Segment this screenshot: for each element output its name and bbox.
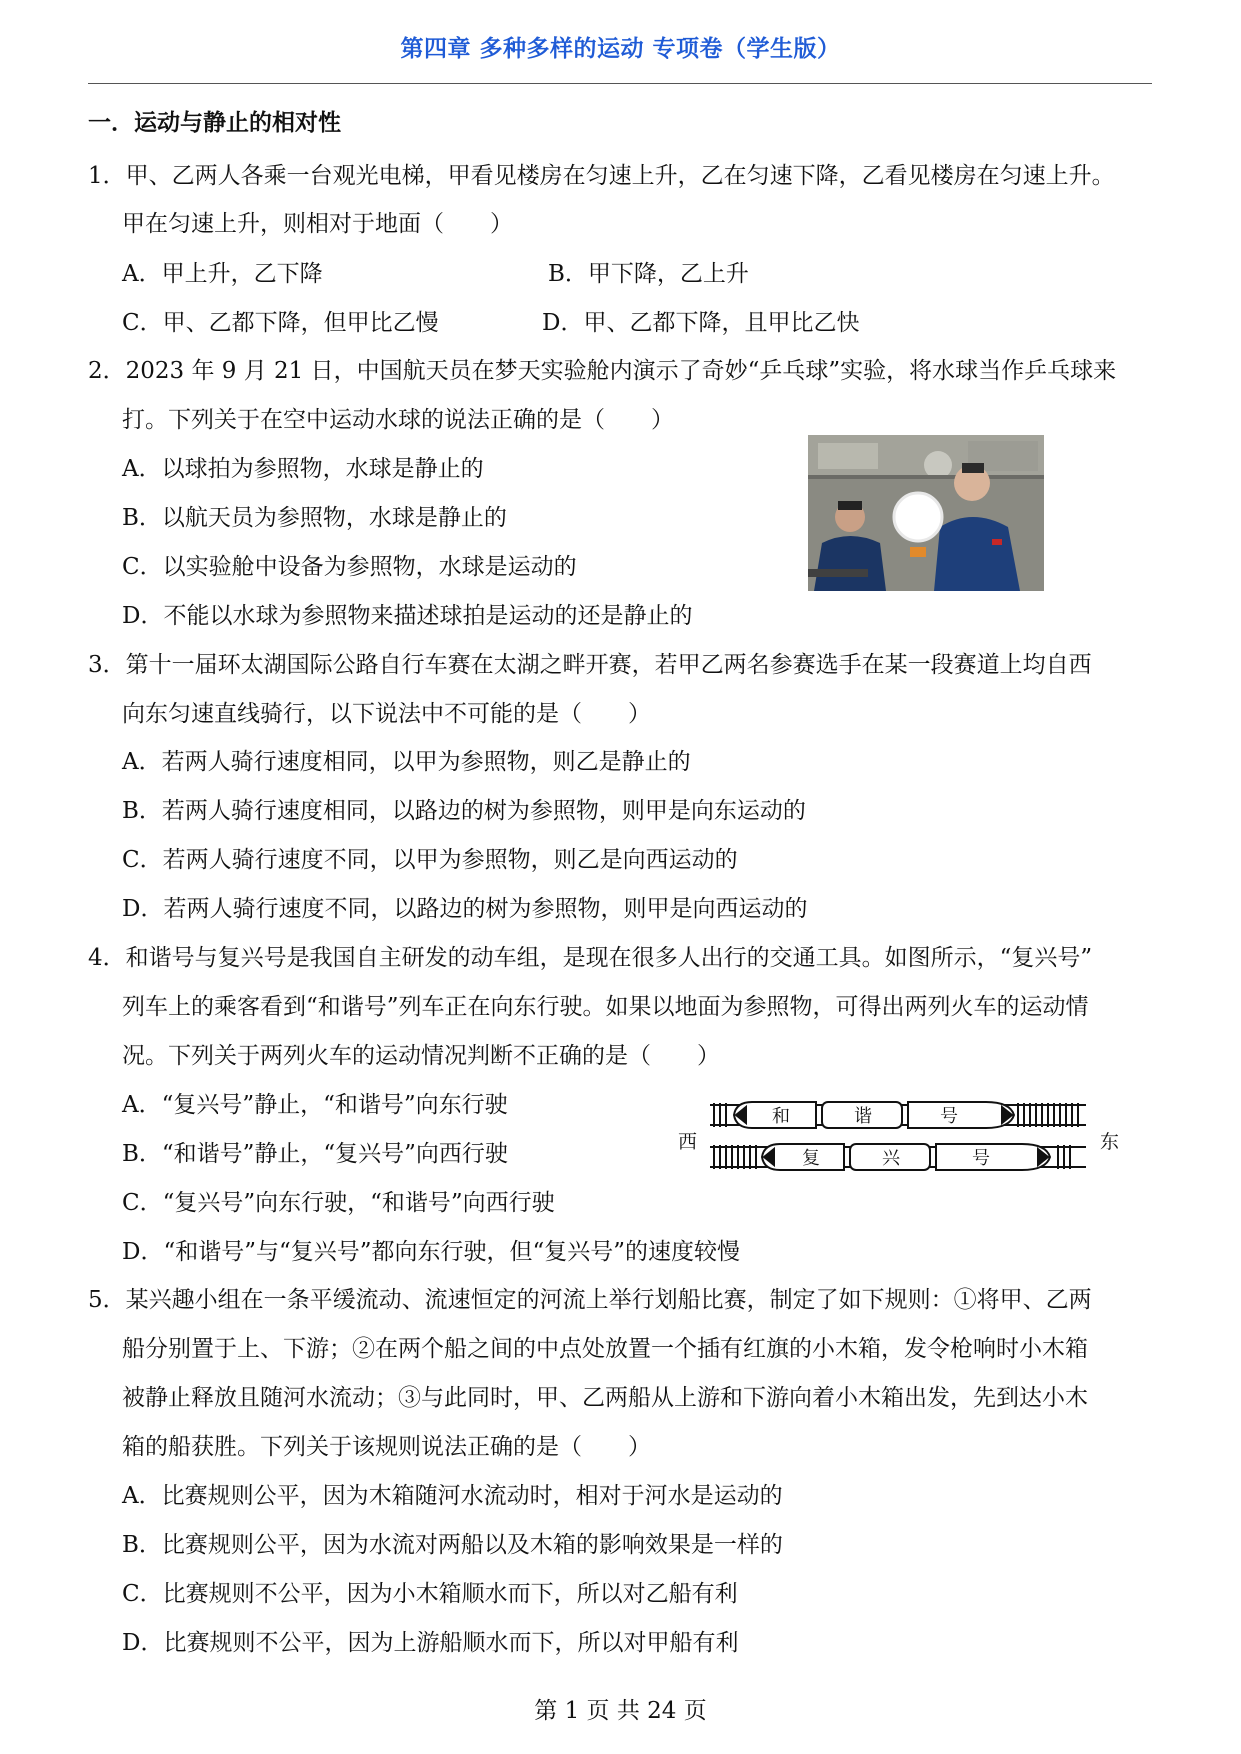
- q4-option-a: A．“复兴号”静止，“和谐号”向东行驶: [122, 1092, 508, 1118]
- q1-option-b: B．甲下降，乙上升: [548, 261, 749, 287]
- header-divider: [88, 83, 1152, 84]
- fuxing-car-1: 复: [802, 1148, 820, 1169]
- page-footer: 第 1 页 共 24 页: [534, 1698, 707, 1724]
- q2-line-2: 打。下列关于在空中运动水球的说法正确的是（ ）: [122, 407, 674, 433]
- q5-line-2: 船分别置于上、下游；②在两个船之间的中点处放置一个插有红旗的小木箱，发令枪响时小木箱: [122, 1336, 1088, 1362]
- q5-line-4: 箱的船获胜。下列关于该规则说法正确的是（ ）: [122, 1434, 651, 1460]
- fuxing-car-3: 号: [972, 1148, 990, 1169]
- q4-line-1: 4．和谐号与复兴号是我国自主研发的动车组，是现在很多人出行的交通工具。如图所示，“复兴号”: [88, 945, 1093, 971]
- q3-option-d: D．若两人骑行速度不同，以路边的树为参照物，则甲是向西运动的: [122, 896, 808, 922]
- section-title: 一．运动与静止的相对性: [88, 110, 341, 136]
- q3-option-a: A．若两人骑行速度相同，以甲为参照物，则乙是静止的: [122, 749, 691, 775]
- q5-option-a: A．比赛规则公平，因为木箱随河水流动时，相对于河水是运动的: [122, 1483, 783, 1509]
- q1-option-a: A．甲上升，乙下降: [122, 261, 323, 287]
- q5-option-d: D．比赛规则不公平，因为上游船顺水而下，所以对甲船有利: [122, 1630, 739, 1656]
- q3-line-2: 向东匀速直线骑行，以下说法中不可能的是（ ）: [122, 701, 651, 727]
- q2-line-1: 2．2023 年 9 月 21 日，中国航天员在梦天实验舱内演示了奇妙“乒乓球”实验，将水球当作乒乓球来: [88, 358, 1117, 384]
- q4-option-c: C．“复兴号”向东行驶，“和谐号”向西行驶: [122, 1190, 555, 1216]
- q3-option-b: B．若两人骑行速度相同，以路边的树为参照物，则甲是向东运动的: [122, 798, 806, 824]
- q1-line-1: 1．甲、乙两人各乘一台观光电梯，甲看见楼房在匀速上升，乙在匀速下降，乙看见楼房在匀速上升。: [88, 163, 1115, 189]
- q5-option-c: C．比赛规则不公平，因为小木箱顺水而下，所以对乙船有利: [122, 1581, 738, 1607]
- q2-option-b: B．以航天员为参照物，水球是静止的: [122, 505, 507, 531]
- q1-option-d: D．甲、乙都下降，且甲比乙快: [542, 310, 860, 336]
- q3-line-1: 3．第十一届环太湖国际公路自行车赛在太湖之畔开赛，若甲乙两名参赛选手在某一段赛道上均自西: [88, 652, 1092, 678]
- fuxing-car-2: 兴: [882, 1148, 900, 1169]
- west-label: 西: [678, 1131, 698, 1153]
- page-header-title: 第四章 多种多样的运动 专项卷（学生版）: [400, 36, 841, 62]
- trains-figure: [676, 1095, 1130, 1183]
- q2-option-a: A．以球拍为参照物，水球是静止的: [122, 456, 484, 482]
- q3-option-c: C．若两人骑行速度不同，以甲为参照物，则乙是向西运动的: [122, 847, 738, 873]
- q2-option-d: D．不能以水球为参照物来描述球拍是运动的还是静止的: [122, 603, 693, 629]
- astronaut-photo: [808, 435, 1044, 591]
- hexie-car-3: 号: [940, 1106, 958, 1127]
- q5-option-b: B．比赛规则公平，因为水流对两船以及木箱的影响效果是一样的: [122, 1532, 783, 1558]
- q5-line-3: 被静止释放且随河水流动；③与此同时，甲、乙两船从上游和下游向着小木箱出发，先到达小木: [122, 1385, 1088, 1411]
- q5-line-1: 5．某兴趣小组在一条平缓流动、流速恒定的河流上举行划船比赛，制定了如下规则：①将甲、乙两: [88, 1287, 1092, 1313]
- q2-option-c: C．以实验舱中设备为参照物，水球是运动的: [122, 554, 577, 580]
- q4-option-d: D．“和谐号”与“复兴号”都向东行驶，但“复兴号”的速度较慢: [122, 1239, 740, 1265]
- q4-line-3: 况。下列关于两列火车的运动情况判断不正确的是（ ）: [122, 1043, 720, 1069]
- q1-option-c: C．甲、乙都下降，但甲比乙慢: [122, 310, 439, 336]
- q1-line-2: 甲在匀速上升，则相对于地面（ ）: [122, 211, 513, 237]
- east-label: 东: [1100, 1131, 1120, 1153]
- hexie-car-2: 谐: [854, 1106, 872, 1127]
- q4-line-2: 列车上的乘客看到“和谐号”列车正在向东行驶。如果以地面为参照物，可得出两列火车的运动情: [122, 994, 1089, 1020]
- hexie-car-1: 和: [772, 1106, 790, 1127]
- astronaut-photo-illustration: [808, 435, 1044, 591]
- q4-option-b: B．“和谐号”静止，“复兴号”向西行驶: [122, 1141, 508, 1167]
